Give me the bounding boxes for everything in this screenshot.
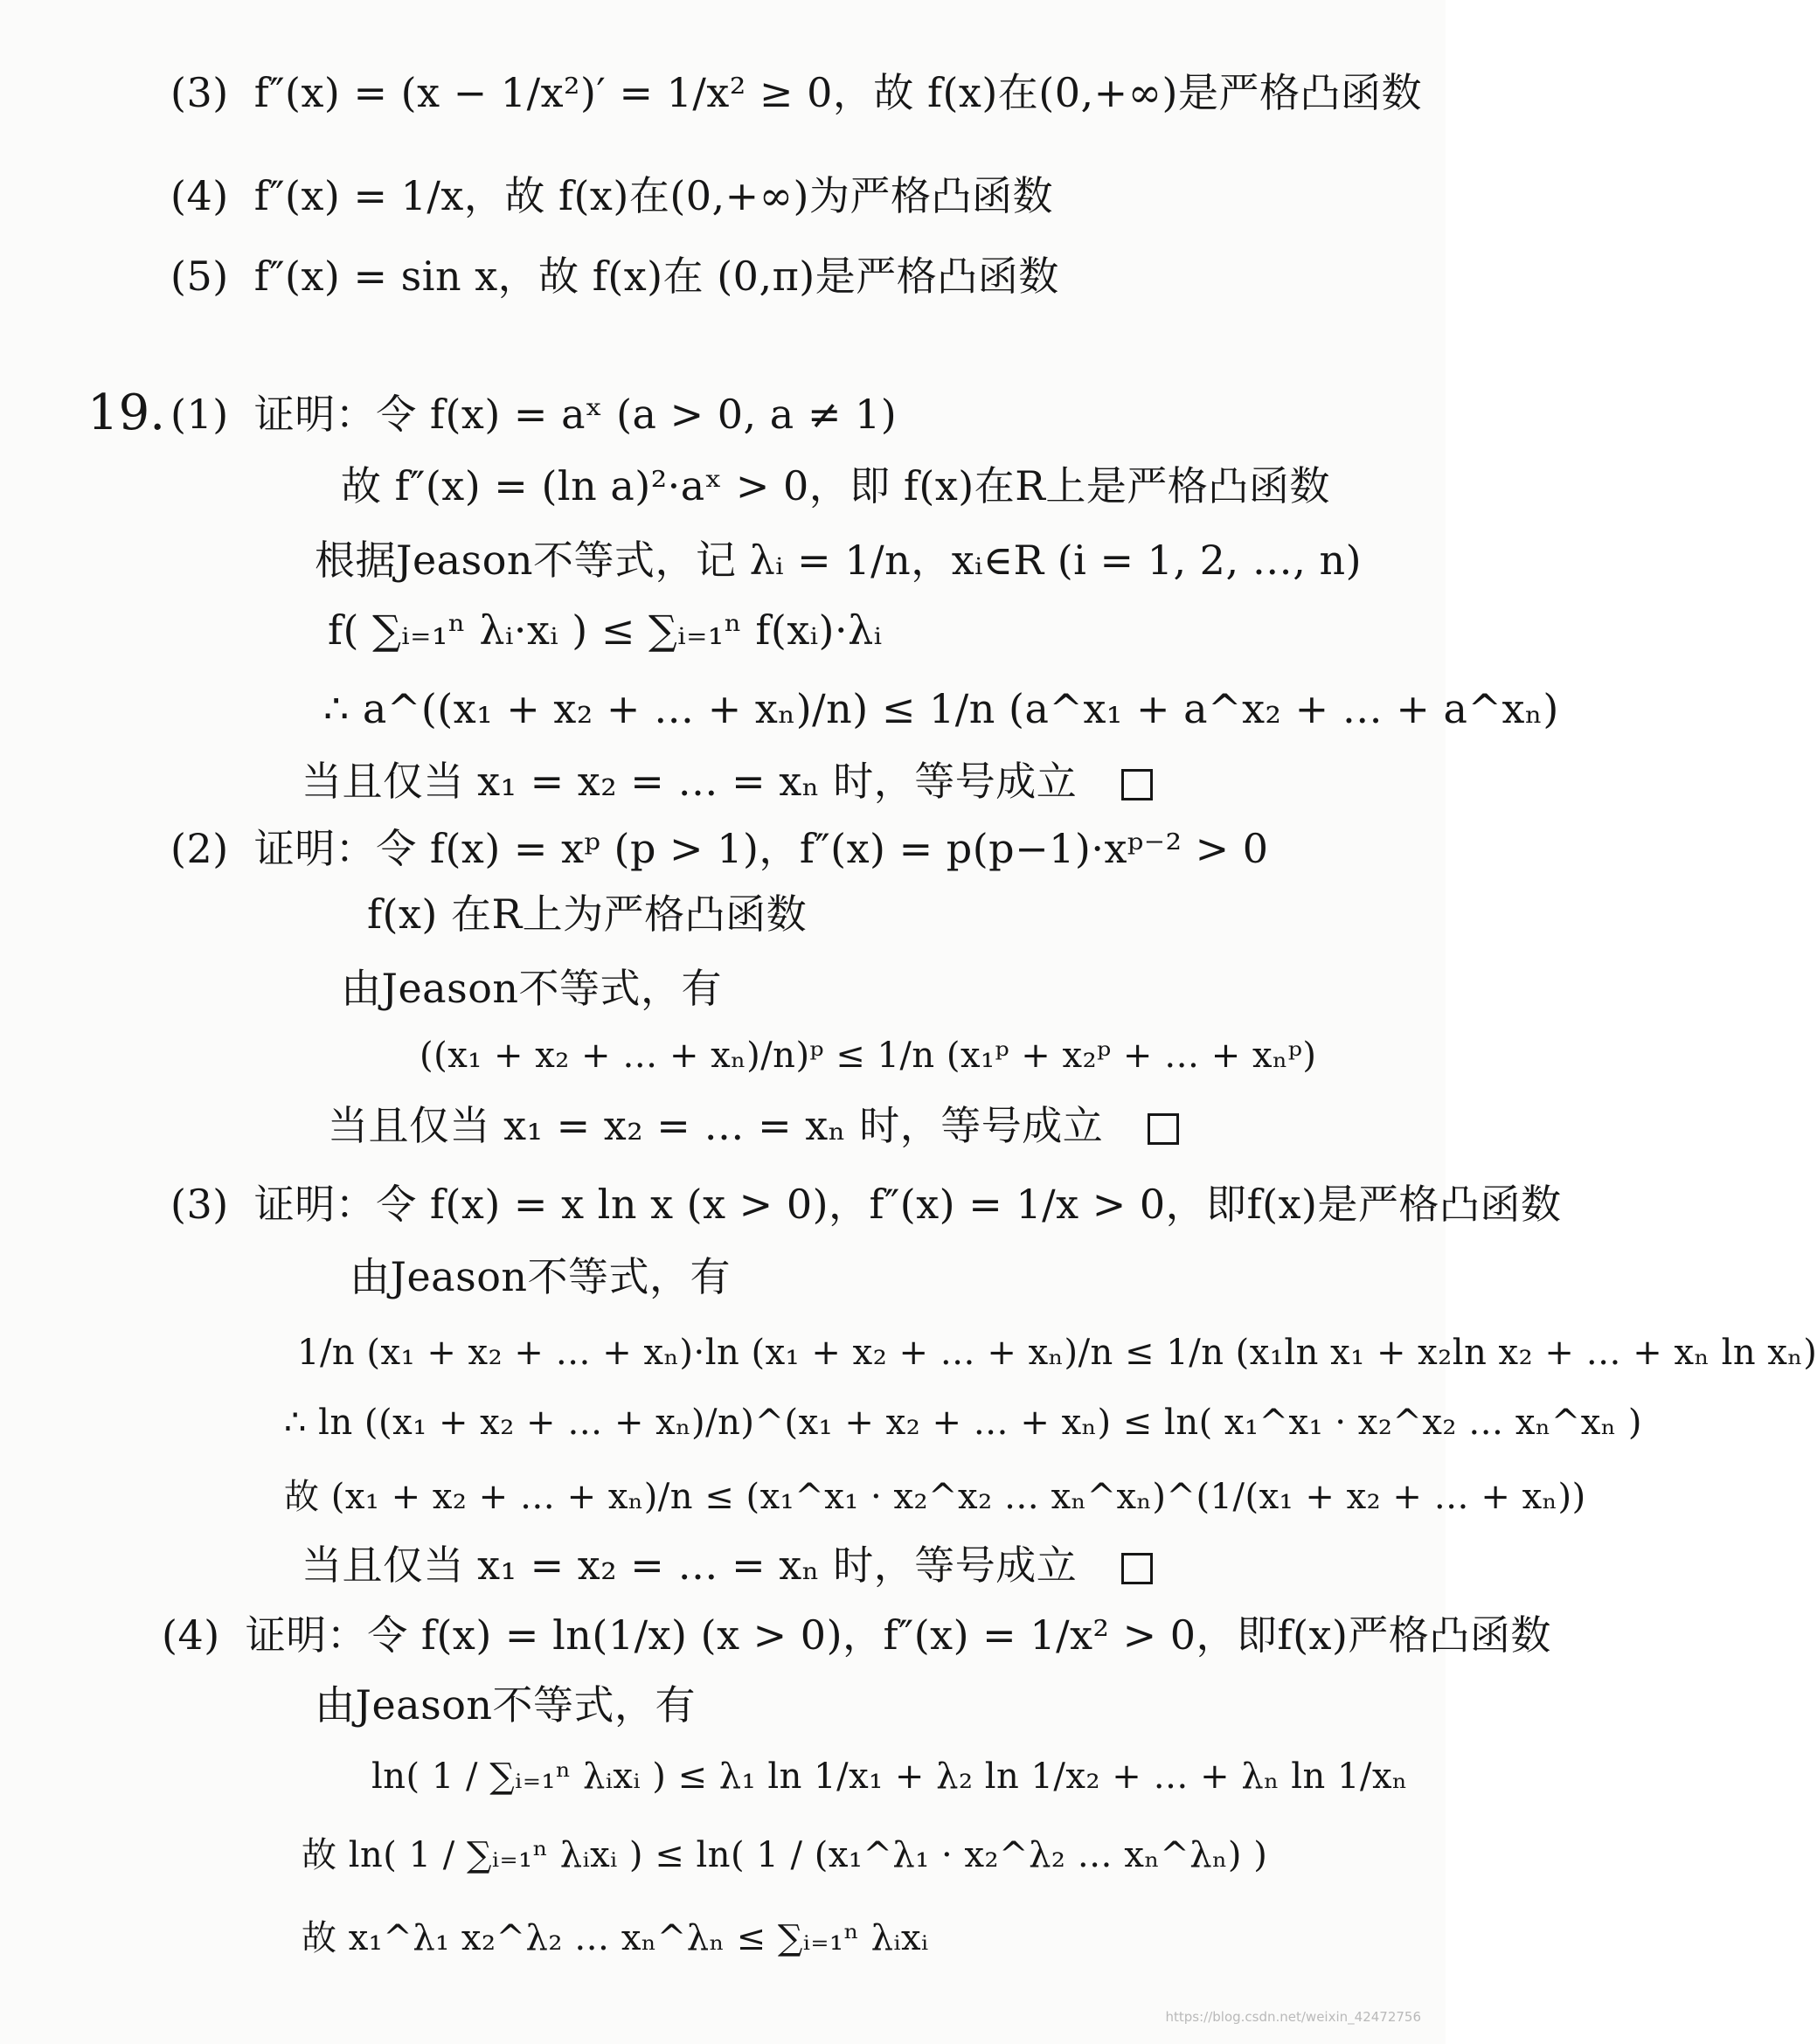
p2-line3: 由Jeason不等式，有 [341, 965, 723, 1012]
p3-line6 [302, 1542, 1153, 1589]
p1-line2: 故 f″(x) = (ln a)²·aˣ > 0，即 f(x)在R上是严格凸函数 [341, 462, 1330, 509]
item-label: (5) [170, 253, 229, 300]
p2-line4: ((x₁ + x₂ + … + xₙ)/n)ᵖ ≤ 1/n (x₁ᵖ + x₂ᵖ + … + xₙᵖ) [420, 1036, 1317, 1076]
p1-line5: ∴ a^((x₁ + x₂ + … + xₙ)/n) ≤ 1/n (a^x₁ + a^x₂ + … + a^xₙ) [323, 685, 1559, 732]
p1-line6 [302, 759, 1153, 805]
item-text: f″(x) = 1/x，故 f(x)在(0,+∞)为严格凸函数 [253, 172, 1053, 219]
part-label: (1) [170, 391, 229, 438]
p2-line1 [170, 826, 1269, 872]
p3-line4: ∴ ln ((x₁ + x₂ + … + xₙ)/n)^(x₁ + x₂ + … + xₙ) ≤ ln( x₁^x₁ · x₂^x₂ … xₙ^xₙ ) [284, 1403, 1642, 1443]
qed-square-icon [1121, 769, 1153, 800]
p2-text: 证明：令 f(x) = xᵖ (p > 1)，f″(x) = p(p−1)·xᵖ⁻² > 0 [253, 825, 1269, 872]
p3-line1 [170, 1181, 1562, 1228]
p4-line2: 由Jeason不等式，有 [315, 1681, 697, 1729]
p4-line1 [162, 1612, 1551, 1659]
qed-square-icon [1121, 1553, 1153, 1584]
p1-equality-text: 当且仅当 x₁ = x₂ = … = xₙ 时，等号成立 [302, 758, 1078, 805]
item-label: (3) [170, 69, 229, 116]
problem-number: 19. [87, 385, 166, 441]
p1-line3: 根据Jeason不等式，记 λᵢ = 1/n，xᵢ∈R (i = 1, 2, …, n) [315, 537, 1363, 584]
prev-item-4 [170, 173, 1053, 219]
p4-text: 证明：令 f(x) = ln(1/x) (x > 0)，f″(x) = 1/x² > 0，即f(x)严格凸函数 [245, 1611, 1551, 1659]
p1-text: 证明：令 f(x) = aˣ (a > 0, a ≠ 1) [253, 391, 898, 438]
p1-line1 [170, 391, 897, 438]
p3-line5: 故 (x₁ + x₂ + … + xₙ)/n ≤ (x₁^x₁ · x₂^x₂ … xₙ^xₙ)^(1/(x₁ + x₂ + … + xₙ)) [284, 1477, 1586, 1517]
p3-line2: 由Jeason不等式，有 [350, 1253, 732, 1300]
qed-square-icon [1148, 1113, 1179, 1145]
prev-item-3 [170, 70, 1422, 116]
p3-text: 证明：令 f(x) = x ln x (x > 0)，f″(x) = 1/x > 0，即f(x)是严格凸函数 [253, 1181, 1562, 1228]
p4-line5: 故 x₁^λ₁ x₂^λ₂ … xₙ^λₙ ≤ ∑ᵢ₌₁ⁿ λᵢxᵢ [302, 1918, 929, 1958]
part-label: (2) [170, 825, 229, 872]
p3-equality-text: 当且仅当 x₁ = x₂ = … = xₙ 时，等号成立 [302, 1542, 1078, 1589]
p1-line4: f( ∑ᵢ₌₁ⁿ λᵢ·xᵢ ) ≤ ∑ᵢ₌₁ⁿ f(xᵢ)·λᵢ [328, 606, 883, 654]
p4-line4: 故 ln( 1 / ∑ᵢ₌₁ⁿ λᵢxᵢ ) ≤ ln( 1 / (x₁^λ₁ · x₂^λ₂ … xₙ^λₙ) ) [302, 1835, 1268, 1875]
prev-item-5 [170, 253, 1059, 300]
p2-line2: f(x) 在R上为严格凸函数 [367, 890, 808, 938]
part-label: (4) [162, 1611, 220, 1659]
part-label: (3) [170, 1181, 229, 1228]
item-text: f″(x) = sin x，故 f(x)在 (0,π)是严格凸函数 [253, 253, 1059, 300]
p2-line5 [328, 1103, 1179, 1149]
item-text: f″(x) = (x − 1/x²)′ = 1/x² ≥ 0，故 f(x)在(0,+∞)是严格凸函数 [253, 69, 1422, 116]
item-label: (4) [170, 172, 229, 219]
p4-line3: ln( 1 / ∑ᵢ₌₁ⁿ λᵢxᵢ ) ≤ λ₁ ln 1/x₁ + λ₂ ln 1/x₂ + … + λₙ ln 1/xₙ [371, 1756, 1408, 1797]
p3-line3: 1/n (x₁ + x₂ + … + xₙ)·ln (x₁ + x₂ + … + xₙ)/n ≤ 1/n (x₁ln x₁ + x₂ln x₂ + … + xₙ ln xₙ) [297, 1333, 1817, 1373]
source-watermark: https://blog.csdn.net/weixin_42472756 [1165, 2009, 1421, 2025]
p2-equality-text: 当且仅当 x₁ = x₂ = … = xₙ 时，等号成立 [328, 1102, 1104, 1149]
